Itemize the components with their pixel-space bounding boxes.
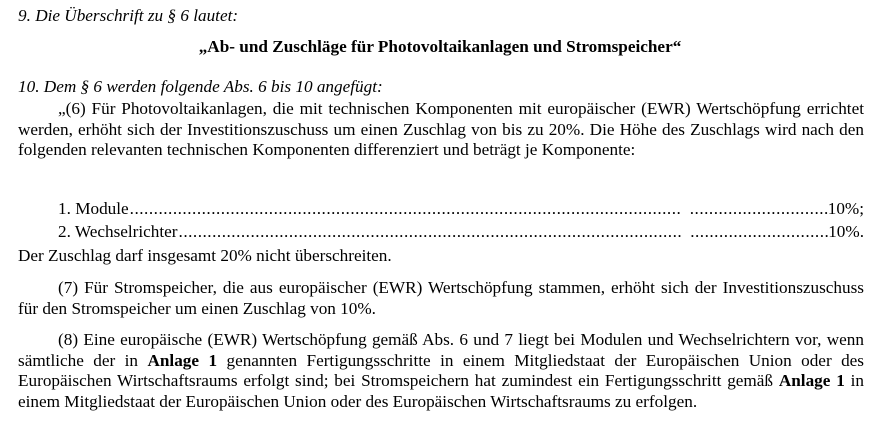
leader-dots bbox=[179, 222, 682, 243]
paragraph-8 bbox=[18, 330, 864, 412]
annex-reference: Anlage 1 bbox=[778, 371, 845, 390]
leader-dots bbox=[130, 199, 681, 220]
paragraph-7-text: (7) Für Stromspeicher, die aus europäischer (EWR) Wertschöpfung stammen, erhöht sich der Investitionszuschuss für den Stromspeicher um einen Zuschlag von 10%. bbox=[18, 278, 864, 318]
paragraph-6-limit: Der Zuschlag darf insgesamt 20% nicht überschreiten. bbox=[18, 246, 392, 265]
leader-dots bbox=[690, 199, 828, 220]
leader-dots bbox=[690, 222, 828, 243]
section-heading: „Ab- und Zuschläge für Photovoltaikanlagen und Stromspeicher“ bbox=[198, 37, 682, 56]
list-item-wechselrichter bbox=[58, 222, 864, 243]
paragraph-6 bbox=[18, 99, 864, 161]
paragraph-8-text: (8) Eine europäische (EWR) Wertschöpfung gemäß Abs. 6 und 7 liegt bei Modulen und Wechselrichtern vor, wenn sämtliche der in Anlage 1 genannten Fertigungsschritte in einem Mitgliedstaat der Europäischen Union oder des Europäischen Wirtschaftsraums erfolgt sind; bei Stromspeichern hat zumindest ein Fertigungsschritt gemäß Anlage 1 in einem Mitgliedstaat der Europäischen Union oder des Europäischen Wirtschaftsraums zu erfolgen. bbox=[18, 330, 865, 411]
list-item-label: 2. Wechselrichter bbox=[58, 222, 178, 241]
list-item-module bbox=[58, 199, 864, 220]
amendment-instruction-9: 9. Die Überschrift zu § 6 lautet: bbox=[18, 6, 239, 25]
annex-reference: Anlage 1 bbox=[147, 350, 218, 370]
paragraph-6-text: „(6) Für Photovoltaikanlagen, die mit technischen Komponenten mit europäischer (EWR) Wertschöpfung errichtet werden, erhöht sich der Investitionszuschuss um einen Zuschlag von bis zu 20%. Die Höhe des Zuschlags wird nach den folgenden relevanten technischen Komponenten differenziert und beträgt je Komponente: bbox=[18, 99, 864, 159]
list-item-value: 10%; bbox=[827, 199, 864, 218]
paragraph-7 bbox=[18, 278, 864, 319]
amendment-instruction-10: 10. Dem § 6 werden folgende Abs. 6 bis 10 angefügt: bbox=[18, 77, 383, 96]
list-item-value: 10%. bbox=[828, 222, 864, 241]
list-item-label: 1. Module bbox=[58, 199, 129, 218]
